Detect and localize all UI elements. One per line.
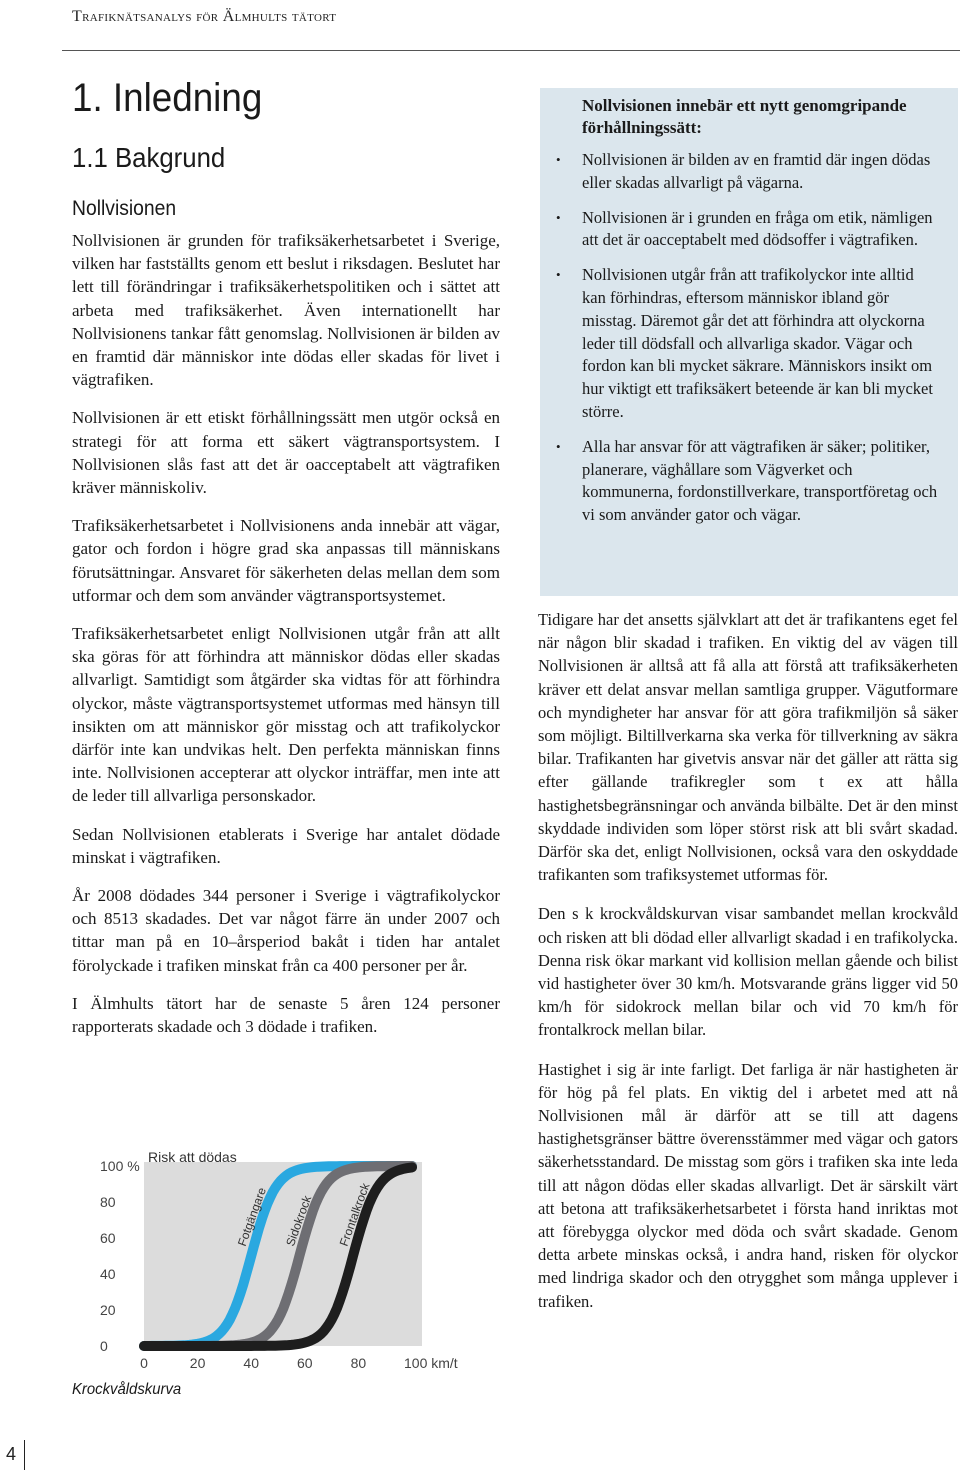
y-tick-label: 100 % (100, 1158, 140, 1174)
crash-violence-chart (62, 1142, 482, 1402)
section-heading: 1.1 Bakgrund (72, 142, 226, 173)
running-header: Trafiknätsanalys för Älmhults tätort (72, 8, 337, 25)
subsection-heading: Nollvisionen (72, 197, 177, 220)
chapter-heading: 1. Inledning (72, 76, 263, 120)
x-tick-label: 100 km/t (404, 1355, 458, 1371)
paragraph: Tidigare har det ansetts självklart att det är trafikantens eget fel när någon blir skadad i trafiken. En viktig del av vägen till Nollvisionen är alltså att få alla att förstå att trafiksäkerheten kräver ett delat ansvar mellan samtliga grupper. Vägutformare och myndigheter har ansvar för att göra trafikmiljön så säker som möjligt. Biltillverkarna ska verka för tillverkning av säkra bilar. Trafikanten har givetvis ansvar när det gäller att rätta sig efter gällande trafikregler som t ex att hålla hastighetsbegränsningar och använda bilbälte. Det är den minst skyddade individen som löper störst risk att bli svårt skadad. Därför ska det, enligt Nollvisionen, också vara den oskyddade trafikanten som trafiksystemet utformas för. (538, 610, 958, 885)
y-tick-label: 20 (100, 1302, 116, 1318)
series-label: Fotgängare (234, 1185, 270, 1249)
bullet-icon: • (556, 438, 561, 454)
bullet-icon: • (556, 152, 561, 167)
x-tick-label: 0 (140, 1355, 148, 1371)
info-box-title: Nollvisionen innebär ett nytt genomgripande förhållningssätt: (582, 96, 907, 137)
paragraph: I Älmhults tätort har de senaste 5 åren 124 personer rapporterats skadade och 3 dödade i trafiken. (72, 993, 500, 1037)
paragraph: Trafiksäkerhetsarbetet i Nollvisionens anda innebär att vägar, gator och fordon i högre grad ska anpassas till människans förutsättningar. Ansvaret för säkerheten delas mellan dem som utformar och dem som använder vägtransportsystemet. (72, 516, 500, 605)
page-number: 4 (5, 1443, 16, 1464)
paragraph: Nollvisionen är ett etiskt förhållningssätt men utgör också en strategi för att forma ett säkert vägtransportsystem. I Nollvisionen slås fast att det är oacceptabelt att vägtrafiken kräver människoliv. (72, 408, 500, 498)
chart-svg (62, 1142, 482, 1402)
list-item-text: Nollvisionen är bilden av en framtid där ingen dödas eller skadas allvarligt på vägarna. (582, 150, 931, 192)
paragraph: Sedan Nollvisionen etablerats i Sverige har antalet dödade minskat i vägtrafiken. (72, 824, 500, 867)
x-tick-label: 60 (297, 1355, 313, 1371)
paragraph: Den s k krockvåldskurvan visar sambandet mellan krockvåld och risken att bli dödad eller allvarligt skadad i en trafikolycka. Denna risk ökar markant vid kollision mellan gående och bilist vid hastigheter över 30 km/h. Motsvarande gräns ligger vid 50 km/h för sidokrock mellan bilar och vid 70 km/h för frontalkrock mellan bilar. (538, 904, 958, 1040)
left-column (72, 229, 500, 1053)
series-label: Sidokrock (283, 1193, 315, 1249)
list-item (556, 264, 938, 424)
y-tick-label: 80 (100, 1194, 116, 1210)
list-item (556, 149, 938, 195)
page-number-divider (24, 1440, 25, 1470)
list-item-text: Alla har ansvar för att vägtrafiken är säker; politiker, planerare, väghållare som Vägverket och kommunerna, fordonstillverkare, transportföretag och vi som använder gator och vägar. (582, 436, 938, 525)
paragraph: Trafiksäkerhetsarbetet enligt Nollvisionen utgår från att allt ska göras för att förhindra att människor dödas eller skadas allvarligt. Samtidigt som åtgärder ska vidtas för att förhindra olyckor, måste vägtransportsystemet utformas med hänsyn till insikten om att människor gör misstag och att trafikolyckor därför inte kan undvikas helt. Den perfekta människan finns inte. Nollvisionen accepterar att olyckor inträffar, men inte att de leder till allvarliga personskador. (72, 624, 500, 806)
info-box-list (556, 149, 938, 527)
bullet-icon: • (556, 209, 561, 225)
paragraph: Hastighet i sig är inte farligt. Det farliga är när hastigheten är för hög på fel plats. En viktig del i arbetet med att nå Nollvisionen mål är därför att se till att dagens hastighetsgränser bättre överensstämmer med vägar och gators säkerhetsstandard. De misstag som görs i trafiken ska inte leda till att någon dödas eller skadas allvarligt. Det är särskilt värt att betona att trafiksäkerhetsarbetet i första hand inriktas mot att förebygga olyckor med döda och svårt skadade. Genom detta arbete minskas också, i andra hand, risken för olyckor med lindriga skador och den otrygghet som många upplever i trafiken. (538, 1059, 958, 1311)
paragraph: År 2008 dödades 344 personer i Sverige i vägtrafikolyckor och 8513 skadades. Det var något färre än under 2007 och tittar man på en 10–årsperiod bakåt i tiden har antalet förolyckade i trafiken minskat från ca 400 personer per år. (72, 886, 500, 975)
x-tick-label: 40 (243, 1355, 259, 1371)
header-rule (62, 50, 960, 51)
list-item-text: Nollvisionen är i grunden en fråga om etik, nämligen att det är oacceptabelt med dödsoffer i vägtrafiken. (582, 207, 933, 250)
x-tick-label: 80 (350, 1355, 367, 1371)
list-item-text: Nollvisionen utgår från att trafikolyckor inte alltid kan förhindras, eftersom människor ibland gör misstag. Däremot går det att förhindra att olyckorna leder till dödsfall och allvarliga skador. Vägar och fordon kan bli mycket säkrare. Människors insikt om hur viktigt ett trafiksäkert beteende är kan bli mycket större. (582, 265, 933, 421)
x-tick-label: 20 (189, 1355, 206, 1371)
info-box (540, 88, 958, 596)
chart-caption: Krockvåldskurva (72, 1381, 182, 1398)
y-tick-label: 40 (100, 1266, 116, 1282)
series-label: Frontalkrock (336, 1181, 373, 1249)
list-item (556, 207, 938, 253)
right-column (538, 608, 958, 1329)
bullet-icon: • (556, 267, 561, 283)
list-item (556, 436, 938, 527)
chart-title: Risk att dödas (148, 1149, 237, 1165)
y-tick-label: 60 (100, 1230, 116, 1246)
paragraph: Nollvisionen är grunden för trafiksäkerhetsarbetet i Sverige, vilken har fastställts genom ett beslut i riksdagen. Beslutet har lett till förändringar i trafiksäkerhetspolitiken och i sättet att arbeta med trafiksäkerhet. Även internationellt har Nollvisionens tankar fått genomslag. Nollvisionen är bilden av en framtid där människor inte dödas eller skadas för livet i vägtrafiken. (72, 231, 500, 390)
y-tick-label: 0 (100, 1338, 108, 1354)
